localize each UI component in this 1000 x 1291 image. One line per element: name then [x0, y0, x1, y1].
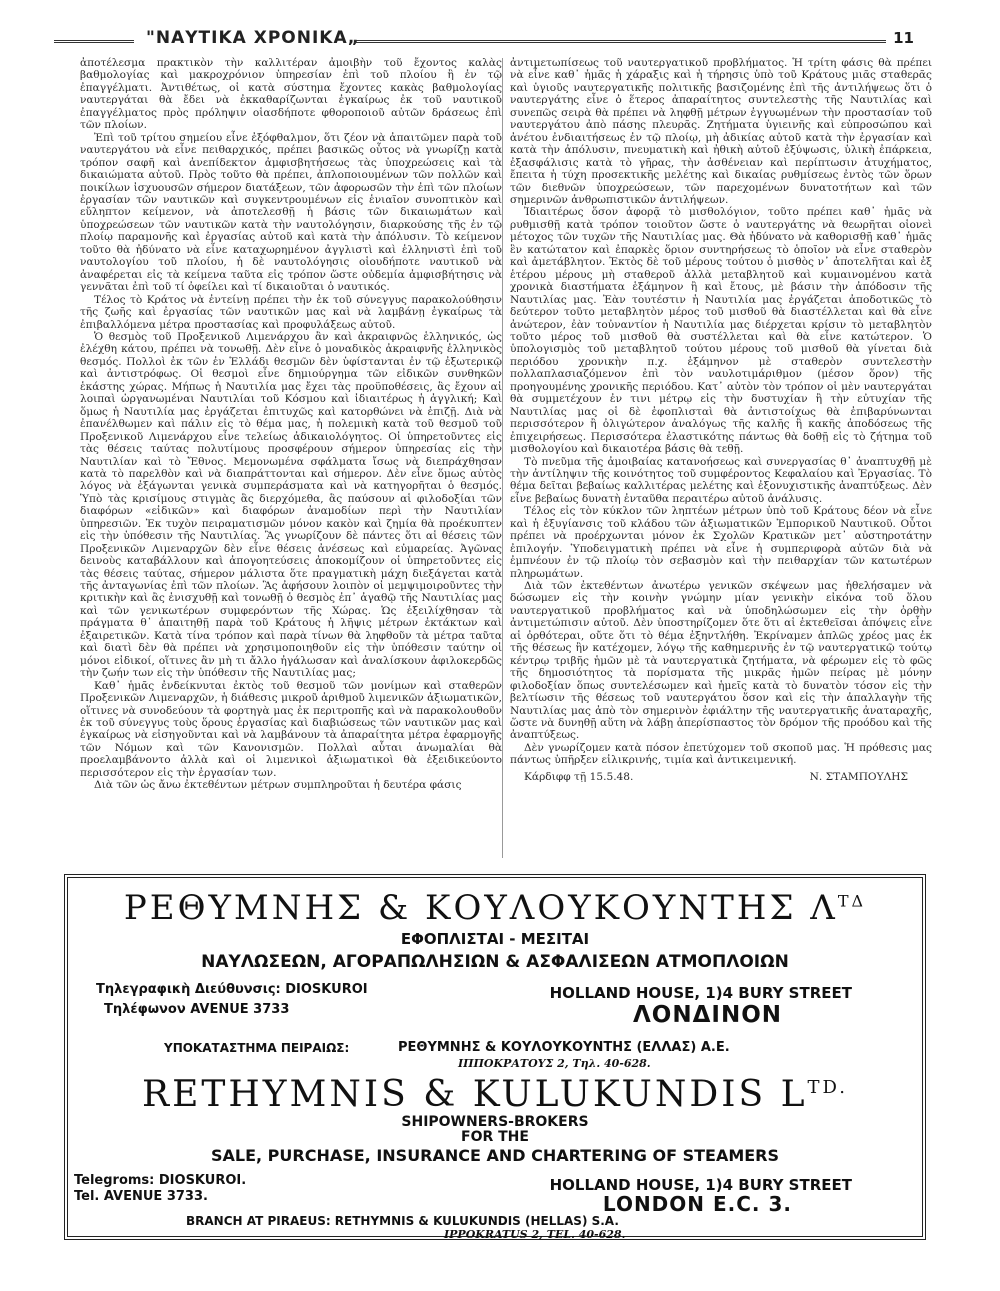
ad-english-line2: FOR THE — [461, 1129, 529, 1145]
article-left-column — [80, 57, 502, 792]
ad-company-greek-sup: ΤΔ — [837, 891, 867, 911]
ad-english-tel: Tel. AVENUE 3733. — [74, 1189, 208, 1204]
ad-company-english-sup: TD. — [807, 1077, 849, 1098]
article-right-column — [510, 57, 932, 783]
article-paragraph: Ὁ θεσμὸς τοῦ Προξενικοῦ Λιμενάρχου ἂν καὶ ἀκραιφνῶς ἑλληνικός, ὡς ἐλέχθη κάτου, πρέπει νὰ τονωθῇ. Δὲν εἶνε ὁ μοναδικὸς ἀκραιφνῆς ἑλληνικὸς θεσμός. Πολλοὶ ἐκ τῶν ἐν Ἑλλάδι θεσμῶν δὲν ὑφίστανται ἐν τῷ ἐξωτερικῷ καὶ ἀντιστρόφως. Οἱ θεσμοὶ εἶνε δημιούργημα τῶν εἰδικῶν συνθηκῶν ἑκάστης χώρας. Μήπως ἡ Ναυτιλία μας ἔχει τὰς προϋποθέσεις, ἃς ἔχουν αἱ λοιπαὶ ὠργανωμέναι Ναυτιλίαι τοῦ Κόσμου καὶ ἰδιαιτέρως ἡ ἀγγλική; Καὶ ὅμως ἡ Ναυτιλία μας ἐργάζεται ἐπιτυχῶς καὶ κατορθώνει νὰ ἐπιζῇ. Διὰ νὰ ἐπανέλθωμεν καὶ πάλιν εἰς τὸ θέμα μας, ἡ πολεμικὴ κατὰ τοῦ θεσμοῦ τοῦ Προξενικοῦ Λιμενάρχου εἶνε τελείως ἀδικαιολόγητος. Οἱ ὑπηρετοῦντες εἰς τὰς θέσεις ταύτας πολυτίμους προσφέρουν σήμερον ὑπηρεσίας εἰς τὴν Ναυτιλίαν καὶ τὸ Ἔθνος. Μεμονωμένα σφάλματα ἴσως νὰ διεπράχθησαν κατὰ τὸ παρελθὸν καὶ νὰ διαπράττονται καὶ σήμερον. Δὲν εἶνε ὅμως αὐτὸς λόγος νὰ ἐξάγωνται γενικὰ συμπεράσματα καὶ νὰ κατηγορῆται ὁ θεσμός. Ὑπὸ τὰς κρισίμους στιγμὰς ἃς διερχόμεθα, ἃς παύσουν αἱ φιλοδοξίαι τῶν διαφόρων «εἰδικῶν» καὶ διαφόρων ἀναμοδίων περὶ τὴν Ναυτιλίαν ὑπηρεσιῶν. Ἐκ τυχὸν πειραματισμῶν μόνον κακὸν καὶ ζημία θὰ προέκυπτεν εἰς τὴν ὑπόθεσιν τῆς Ναυτιλίας. Ἂς γνωρίζουν δὲ πάντες ὅτι αἱ θέσεις τῶν Προξενικῶν Λιμεναρχῶν δὲν εἶνε θέσεις ἀνέσεως καὶ εὐμαρείας. Ἀγῶνας δεινοὺς καταβάλλουν καὶ ἀπογοητεύσεις ἀποκομίζουν οἱ ὑπηρετοῦντες εἰς τὰς θέσεις ταύτας, σήμερον μάλιστα ὅτε πραγματικὴ μάχη διεξάγεται κατὰ τῆς ἀνταγωνίας ἐπὶ τῶν πλοίων. Ἂς ἀφήσουν λοιπὸν οἱ μεμψιμοιροῦντες τὴν κριτικὴν καὶ ἂς ἐνισχυθῇ καὶ τονωθῇ ὁ θεσμὸς ἐπ᾽ ἀγαθῷ τῆς Ναυτιλίας μας καὶ τῶν γενικωτέρων συμφερόντων τῆς Χώρας. Ὡς ἐξειλίχθησαν τὰ πράγματα θ᾽ ἀπαιτηθῇ παρὰ τοῦ Κράτους ἡ λῆψις μέτρων ἐκτάκτων καὶ ἐξαιρετικῶν. Κατὰ τίνα τρόπον καὶ παρὰ τίνων θὰ ληφθοῦν τὰ μέτρα ταῦτα καὶ διατὶ δὲν θὰ πρέπει νὰ χρησιμοποιηθοῦν εἰς τὴν ὑπόθεσιν ταύτην οἱ μόνοι εἰδικοί, οἵτινες ἂν μὴ τι ἄλλο ἠγάλωσαν καὶ ἀναλίσκουν ἀφιλοκερδῶς τὴν ζωήν των εἰς τὴν ὑπόθεσιν τῆς Ναυτιλίας μας; — [80, 330, 502, 680]
ad-greek-telegraphic: Τηλεγραφικὴ Διεύθυνσις: DIOSKUROI — [96, 982, 368, 997]
ad-greek-line1: ΕΦΟΠΛΙΣΤΑΙ - ΜΕΣΙΤΑΙ — [400, 930, 590, 948]
page-number: 11 — [893, 29, 914, 47]
article-paragraph: ἀντιμετωπίσεως τοῦ ναυτεργατικοῦ προβλήματος. Ἡ τρίτη φάσις θὰ πρέπει νὰ εἶνε καθ᾽ ἡμᾶς ἡ χάραξις καὶ ἡ τήρησις ὑπὸ τοῦ Κράτους μιᾶς σταθερᾶς καὶ ὑγιοῦς ναυτεργατικῆς πολιτικῆς βασιζομένης ἐπὶ τῆς ἀντιλήψεως ὅτι ὁ ναυτεργάτης εἶνε ὁ ἕτερος ἀπαραίτητος συντελεστὴς τῆς Ναυτιλίας καὶ συνεπῶς σειρὰ θὰ πρέπει νὰ ληφθῇ μέτρων ἐγγυωμένων τὴν προστασίαν τοῦ ναυτεργάτου ἀπὸ πάσης πλευρᾶς. Ζητήματα ὑγιεινῆς καὶ εὐπροσώπου καὶ ἀνέτου ἐνδιαιτήσεως ἐν τῷ πλοίῳ, μὴ ἀδικίας αὐτοῦ κατὰ τὴν ἐργασίαν καὶ κατὰ τὴν ἀπόλυσιν, πνευματικὴ καὶ ἠθικὴ αὐτοῦ ἐξύψωσις, ὑλικὴ ἐπάρκεια, ἐξασφάλισις κατὰ τὸ γῆρας, τὴν ἀσθένειαν καὶ περίπτωσιν ἀτυχήματος, ἔπειτα ἡ τύχη προσεκτικῆς μελέτης καὶ δικαίας ρυθμίσεως ἐντὸς τῶν ὅρων τῶν διεθνῶν ὑποχρεώσεων, τῶν παρεχομένων δυνατοτήτων καὶ τῶν σημερινῶν ἀνθρωπιστικῶν ἀντιλήψεων. — [510, 57, 932, 206]
article-paragraph: Καθ᾽ ἡμᾶς ἐνδείκνυται ἐκτὸς τοῦ θεσμοῦ τῶν μονίμων καὶ σταθερῶν Προξενικῶν Λιμεναρχῶν, ἡ διάθεσις μικροῦ ἀριθμοῦ λιμενικῶν ἀξιωματικῶν, οἵτινες νὰ συνοδεύουν τὰ φορτηγὰ μας ἐκ περιτροπῆς καὶ νὰ παρακολουθοῦν ἐκ τοῦ σύνεγγυς τοὺς ὅρους ἐργασίας καὶ διαβιώσεως τῶν ναυτικῶν μας καὶ ἐγκαίρως νὰ εἰσηγοῦνται καὶ νὰ λαμβάνουν τὰ ἀπαραίτητα μέτρα ἐφαρμογῆς τῶν Νόμων καὶ τῶν Κανονισμῶν. Πολλαὶ αὗται ἀνωμαλίαι θὰ προελαμβάνοντο ἀλλὰ καὶ οἱ λιμενικοὶ ἀξιωματικοὶ θὰ ἐξειδικεύοντο περισσότερον εἰς τὴν ἐργασίαν των. — [80, 679, 502, 779]
article-paragraph: Τέλος τὸ Κράτος νὰ ἐντείνῃ πρέπει τὴν ἐκ τοῦ σύνεγγυς παρακολούθησιν τῆς ζωῆς καὶ ἐργασίας τῶν ναυτικῶν μας καὶ νὰ λαμβάνῃ ἐγκαίρως τὰ ἐπιβαλλόμενα μέτρα προστασίας καὶ προφυλάξεως αὐτοῦ. — [80, 293, 502, 331]
ad-english-city: LONDON E.C. 3. — [602, 1192, 792, 1216]
ad-company-greek — [68, 888, 922, 928]
ad-english-address: HOLLAND HOUSE, 1)4 BURY STREET — [549, 1176, 852, 1194]
signature-author: Ν. ΣΤΑΜΠΟΥΛΗΣ — [809, 770, 908, 783]
article-paragraph: Ἰδιαιτέρως ὅσον ἀφορᾷ τὸ μισθολόγιον, τοῦτο πρέπει καθ᾽ ἡμᾶς νὰ ρυθμισθῇ κατὰ τρόπον τοιοῦτον ὥστε ὁ ναυτεργάτης νὰ θεωρῆται οἱονεὶ μέτοχος τῶν τυχῶν τῆς Ναυτιλίας μας. Θὰ ἠδύνατο νὰ καθορισθῇ καθ᾽ ἡμᾶς ἓν κατώτατον καὶ ἐπαρκὲς ὅριον συντηρήσεως τὸ ὁποῖον νὰ εἶνε σταθερὸν καὶ ἀμετάβλητον. Ἐκτὸς δὲ τοῦ μέρους τούτου ὁ μισθὸς ν᾽ ἀποτελῆται καὶ ἐξ ἑτέρου μέρους μὴ σταθεροῦ ἀλλὰ μεταβλητοῦ καὶ κυμαινομένου κατὰ χρονικὰ διαστήματα ἑξάμηνον ἢ καὶ ἔτους, μὲ βάσιν τὴν ἀπόδοσιν τῆς Ναυτιλίας μας. Ἐὰν τουτέστιν ἡ Ναυτιλία μας ἐργάζεται ἀποδοτικῶς τὸ δεύτερον τοῦτο μεταβλητὸν μέρος τοῦ μισθοῦ θὰ διαστέλλεται καὶ θὰ εἶνε ἀνώτερον, ἐὰν τοὐναντίον ἡ Ναυτιλία μας διέρχεται κρίσιν τὸ μεταβλητὸν τοῦτο μέρος τοῦ μισθοῦ θὰ συστέλλεται καὶ θὰ εἶνε κατώτερον. Ὁ ὑπολογισμὸς τοῦ μεταβλητοῦ τούτου μέρους τοῦ μισθοῦ θὰ γίνεται διὰ περιόδου χρονικὴν π.χ. ἑξάμηνον μὲ σταθερὸν συντελεστὴν πολλαπλασιαζόμενον ἐπὶ τὸν ναυλοτιμάριθμον (μέσον ὅρον) τῆς προηγουμένης χρονικῆς περιόδου. Κατ᾽ αὐτὸν τὸν τρόπον οἱ μὲν ναυτεργάται θὰ συμμετέχουν ἐν τινι μέτρῳ εἰς τὴν δυστυχίαν ἢ τὴν εὐτυχίαν τῆς Ναυτιλίας μας οἱ δὲ ἐφοπλισταὶ θὰ ἀντιστοίχως θὰ ἐπιβαρύνωνται περισσότερον ἢ ὀλιγώτερον ἀναλόγως τῆς καλῆς ἢ κακῆς ἀποδόσεως τῆς ἐπιχειρήσεως. Περισσότερα ἐλαστικότης πάντως θὰ δοθῇ εἰς τὸ ζήτημα τοῦ μισθολογίου καὶ δικαιοτέρα βάσις θὰ τεθῇ. — [510, 206, 932, 456]
column-divider — [502, 58, 503, 858]
ad-company-greek-text: ΡΕΘΥΜΝΗΣ & ΚΟΥΛΟΥΚΟΥΝΤΗΣ Λ — [123, 888, 838, 928]
signature-place-date: Κάρδιφφ τῇ 15.5.48. — [524, 770, 634, 783]
article-paragraph: Ἐπὶ τοῦ τρίτου σημείου εἶνε ἐξόφθαλμον, ὅτι ζέον νὰ ἀπαιτῶμεν παρὰ τοῦ ναυτεργάτου νὰ εἶνε πειθαρχικός, πρέπει βασικῶς οὗτος νὰ γνωρίζῃ κατὰ τρόπον σαφῆ καὶ ἀνεπίδεκτον ἀμφισβητήσεως τὰς ὑποχρεώσεις καὶ τὰ δικαιώματα αὐτοῦ. Πρὸς τοῦτο θὰ πρέπει, ἀπλοποιουμένων τῶν πολλῶν καὶ ποικίλων ἰσχυουσῶν σήμερον διατάξεων, τῶν ἀφορωσῶν τὴν ἐπὶ τῶν πλοίων ἐργασίαν τῶν ναυτικῶν καὶ συγκεντρουμένων εἰς ἑνιαῖον συνοπτικὸν καὶ εὔληπτον κείμενον, νὰ ἀποτελεσθῇ ἡ βάσις τῶν δικαιωμάτων καὶ ὑποχρεώσεων τῶν ναυτικῶν κατὰ τὴν ναυτολόγησιν, διαρκούσης τῆς ἐν τῷ πλοίῳ παραμονῆς καὶ ἐργασίας αὐτοῦ καὶ κατὰ τὴν ἀπόλυσιν. Τὸ κείμενον τοῦτο θὰ ἠδύνατο νὰ εἶνε καταχωρημένον ἀγγλιστὶ καὶ ἑλληνιστὶ ἐπὶ τοῦ ναυτολογίου τοῦ πλοίου, ἡ δὲ ναυτολόγησις οἱουδήποτε ναυτικοῦ νὰ ἀναφέρεται εἰς τὰ κείμενα ταῦτα εἰς τρόπον ὥστε οὐδεμία ἀμφισβήτησις νὰ γεννᾶται ἐπὶ τοῦ τί ὀφείλει καὶ τί δικαιοῦται ὁ ναυτικός. — [80, 131, 502, 294]
article-paragraph: Τέλος εἰς τὸν κύκλον τῶν ληπτέων μέτρων ὑπὸ τοῦ Κράτους δέον νὰ εἶνε καὶ ἡ ἐξυγίανσις τοῦ κλάδου τῶν ἀξιωματικῶν Ἐμπορικοῦ Ναυτικοῦ. Οὗτοι πρέπει νὰ προέρχωνται μόνον ἐκ Σχολῶν Κρατικῶν μετ᾽ αὐστηροτάτην ἐπιλογήν. Ὑποδειγματικὴ πρέπει νὰ εἶνε ἡ συμπεριφορὰ αὐτῶν διὰ νὰ ἐμπνέουν ἐν τῷ πλοίῳ τὸν σεβασμὸν καὶ τὴν πειθαρχίαν τῶν κατωτέρων πληρωμάτων. — [510, 505, 932, 580]
ad-greek-branch-label: ΥΠΟΚΑΤΑΣΤΗΜΑ ΠΕΙΡΑΙΩΣ: — [164, 1041, 350, 1055]
ad-english-branch-address: IPPOKRATUS 2, TEL. 40-628. — [444, 1228, 626, 1241]
ad-greek-phone: Τηλέφωνον AVENUE 3733 — [104, 1002, 290, 1017]
article-signature — [510, 767, 932, 783]
ad-english-line3: SALE, PURCHASE, INSURANCE AND CHARTERING OF STEAMERS — [210, 1146, 780, 1165]
article-paragraph: Διὰ τῶν ὡς ἄνω ἐκτεθέντων μέτρων συμπληροῦται ἡ δευτέρα φάσις — [94, 779, 462, 792]
ad-english-branch: BRANCH AT PIRAEUS: RETHYMNIS & KULUKUNDIS (HELLAS) S.A. — [186, 1214, 619, 1228]
ad-company-english — [68, 1074, 922, 1115]
article-paragraph: Διὰ τῶν ἐκτεθέντων ἀνωτέρω γενικῶν σκέψεων μας ἠθελήσαμεν νὰ δώσωμεν εἰς τὴν κοινὴν γνώμην μίαν γενικὴν εἰκόνα τοῦ ὅλου ναυτεργατικοῦ προβλήματος καὶ νὰ ὑποδηλώσωμεν εἰς τὴν ὀρθὴν ἀντιμετώπισιν αὐτοῦ. Δὲν ὑποστηρίζομεν ὅτε ὅτι αἱ ἐκτεθεῖσαι ἀπόψεις εἶνε αἱ ὀρθότεραι, οὔτε ὅτι τὸ θέμα ἐξηντλήθη. Ἐκρίναμεν ἁπλῶς χρέος μας ἐκ τῆς θέσεως ἣν κατέχομεν, λόγῳ τῆς καθημερινῆς ἐν τῷ ναυτεργατικῷ τούτῳ κέντρῳ τριβῆς ἡμῶν μὲ τὰ ναυτεργατικὰ ζητήματα, νὰ φέρωμεν εἰς τὸ φῶς τῆς δημοσιότητος τὰ πορίσματα τῆς μικρᾶς ἡμῶν πείρας μὲ μόνην φιλοδοξίαν ὅπως συντελέσωμεν καὶ ἡμεῖς κατὰ τὸ δυνατὸν τόσον εἰς τὴν βελτίωσιν τῆς θέσεως τοῦ ναυτεργάτου ὅσον καὶ εἰς τὴν ἀπαλλαγὴν τῆς Ναυτιλίας μας ἀπὸ τὸν σημερινὸν ἐφιάλτην τῆς ναυτεργατικῆς ἀναταραχῆς, ὥστε νὰ δυνηθῇ αὕτη νὰ λάβῃ ἀπερίσπαστος τὸν δρόμον τῆς προόδου καὶ τῆς ἀναπτύξεως. — [510, 580, 932, 742]
ad-company-english-text: RETHYMNIS & KULUKUNDIS L — [141, 1074, 808, 1115]
article-paragraph: Τὸ πνεῦμα τῆς ἀμοιβαίας κατανοήσεως καὶ συνεργασίας θ᾽ ἀναπτυχθῇ μὲ τὴν ἀντίληψιν τῆς κοινότητος τοῦ συμφέροντος Κεφαλαίου καὶ Ἐργασίας. Τὸ θέμα δεῖται βεβαίως καλλιτέρας μελέτης καὶ ἐξονυχιστικῆς ἀναπτύξεως. Δὲν εἶνε βεβαίως δυνατὴ ἐνταῦθα περαιτέρω αὐτοῦ ἀνάλυσις. — [510, 455, 932, 505]
article-paragraph: Δὲν γνωρίζομεν κατὰ πόσον ἐπετύχομεν τοῦ σκοποῦ μας. Ἡ πρόθεσις μας πάντως ὑπῆρξεν εἰλικρινής, τιμία καὶ ἀντικειμενική. — [510, 741, 932, 767]
article-paragraph: ἀποτέλεσμα πρακτικὸν τὴν καλλιτέραν ἀμοιβὴν τοῦ ἔχοντος καλὰς βαθμολογίας καὶ μακροχρόνιον ὑπηρεσίαν ἐπὶ τοῦ πλοίου ἢ ἐν τῷ ἐπαγγέλματι. Ἀντιθέτως, οἱ κατὰ σύστημα ἔχοντες κακὰς βαθμολογίας ναυτεργάται θὰ ἔδει νὰ ἐκκαθαρίζωνται ἐγκαίρως ἐκ τοῦ ναυτικοῦ ἐπαγγέλματος πρὸς πρόληψιν οἱασδήποτε φθοροποιοῦ αὐτῶν δράσεως ἐπὶ τῶν πλοίων. — [80, 57, 502, 132]
ad-greek-branch-company: ΡΕΘΥΜΝΗΣ & ΚΟΥΛΟΥΚΟΥΝΤΗΣ (ΕΛΛΑΣ) Α.Ε. — [398, 1040, 730, 1055]
ad-english-line1: SHIPOWNERS-BROKERS — [401, 1114, 589, 1130]
advertisement-box — [64, 874, 926, 1240]
ad-english-telegrams: Telegroms: DIOSKUROI. — [74, 1173, 247, 1188]
header-rule-right — [354, 40, 886, 43]
ad-greek-branch-address: ΙΠΠΟΚΡΑΤΟΥΣ 2, Τηλ. 40-628. — [458, 1057, 651, 1070]
page-header — [54, 28, 914, 54]
ad-greek-address: HOLLAND HOUSE, 1)4 BURY STREET — [549, 984, 852, 1002]
ad-greek-line2: ΝΑΥΛΩΣΕΩΝ, ΑΓΟΡΑΠΩΛΗΣΙΩΝ & ΑΣΦΑΛΙΣΕΩΝ ΑΤΜΟΠΛΟΙΩΝ — [201, 952, 789, 972]
ad-greek-city: ΛΟΝΔΙΝΟΝ — [632, 1002, 782, 1028]
newspaper-title: "ΝΑΥΤΙΚΑ ΧΡΟΝΙΚΑ„ — [146, 28, 360, 48]
header-rule-left — [54, 40, 134, 43]
